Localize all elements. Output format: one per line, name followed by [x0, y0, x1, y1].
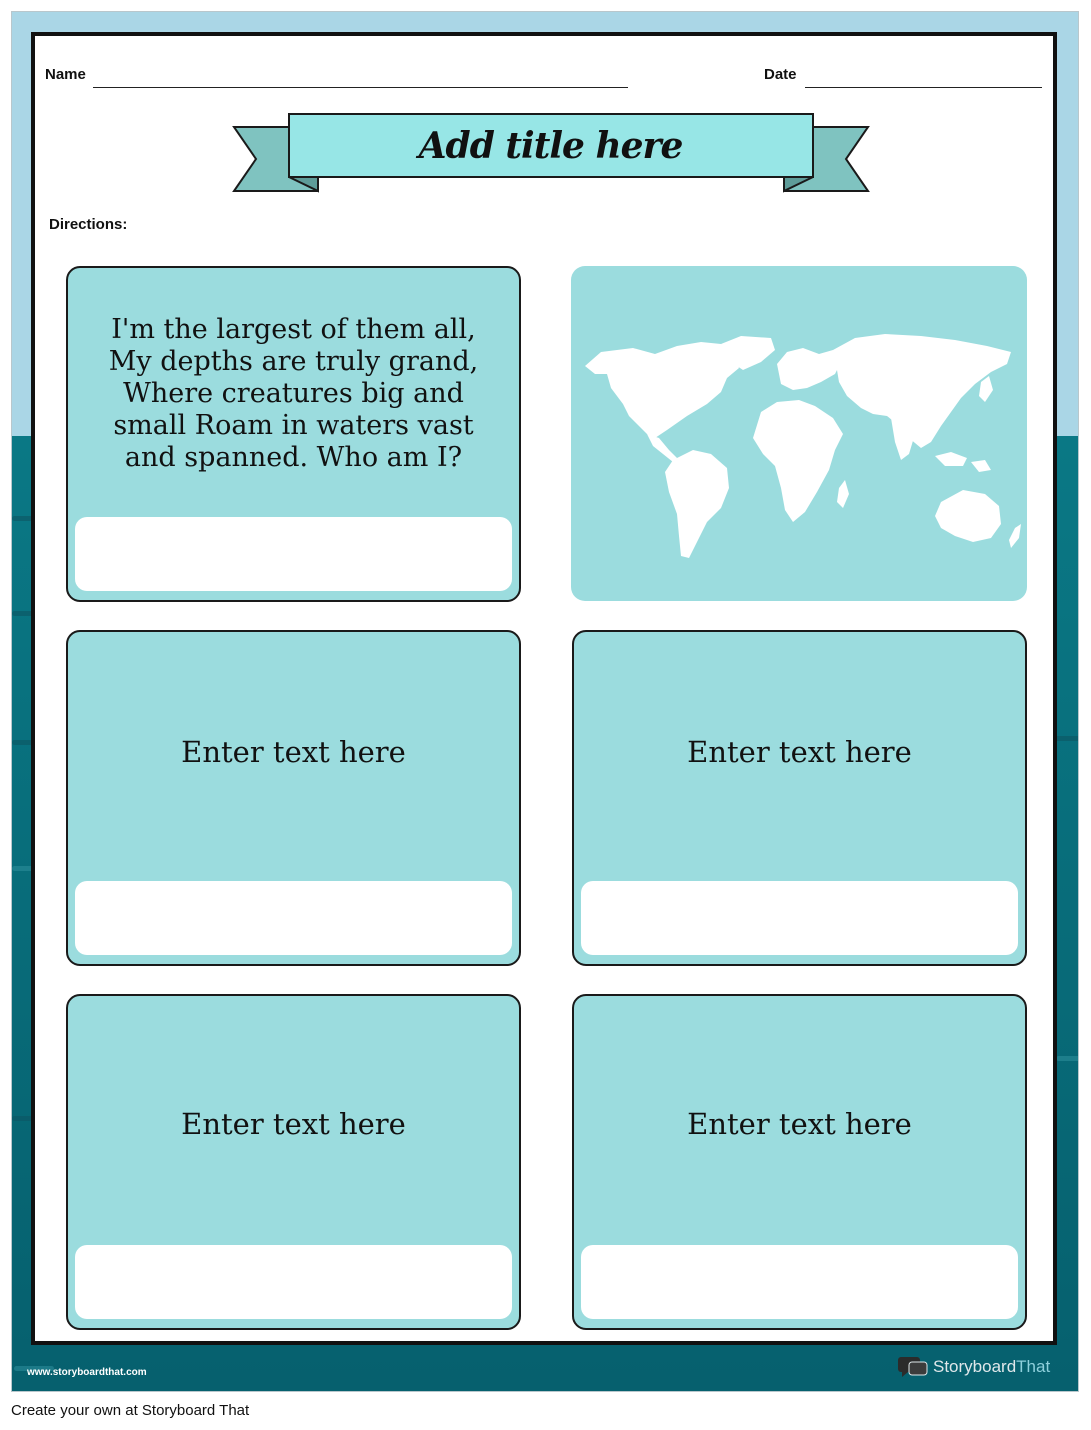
answer-box[interactable]: [75, 881, 512, 955]
text-placeholder[interactable]: Enter text here: [181, 1107, 406, 1141]
text-placeholder[interactable]: Enter text here: [687, 735, 912, 769]
riddle-text[interactable]: I'm the largest of them all, My depths are truly grand, Where creatures big and small Roam in waters vast and spanned. Who am I?: [108, 314, 479, 473]
world-map-icon: [571, 266, 1027, 601]
text-placeholder[interactable]: Enter text here: [687, 1107, 912, 1141]
storyboardthat-logo[interactable]: [897, 1354, 1050, 1380]
question-card-4: [572, 994, 1027, 1330]
worksheet-title[interactable]: Add title here: [418, 124, 683, 167]
brand-name: Storyboard: [933, 1357, 1017, 1376]
question-card-3: [66, 994, 521, 1330]
question-card-2: [572, 630, 1027, 966]
world-map-panel: [571, 266, 1027, 601]
name-label: Name: [45, 66, 86, 83]
answer-box[interactable]: [75, 1245, 512, 1319]
riddle-card: [66, 266, 521, 602]
directions-label: Directions:: [49, 216, 128, 233]
footer-url[interactable]: www.storyboardthat.com: [27, 1367, 147, 1378]
date-field[interactable]: [805, 87, 1042, 88]
answer-box[interactable]: [581, 881, 1018, 955]
speech-bubble-icon: [897, 1355, 929, 1379]
brand-suffix: That: [1016, 1357, 1051, 1376]
answer-box[interactable]: [75, 517, 512, 591]
text-placeholder[interactable]: Enter text here: [181, 735, 406, 769]
date-label: Date: [764, 66, 797, 83]
answer-box[interactable]: [581, 1245, 1018, 1319]
name-field[interactable]: [93, 87, 628, 88]
credit-link[interactable]: Create your own at Storyboard That: [11, 1402, 250, 1419]
question-card-1: [66, 630, 521, 966]
